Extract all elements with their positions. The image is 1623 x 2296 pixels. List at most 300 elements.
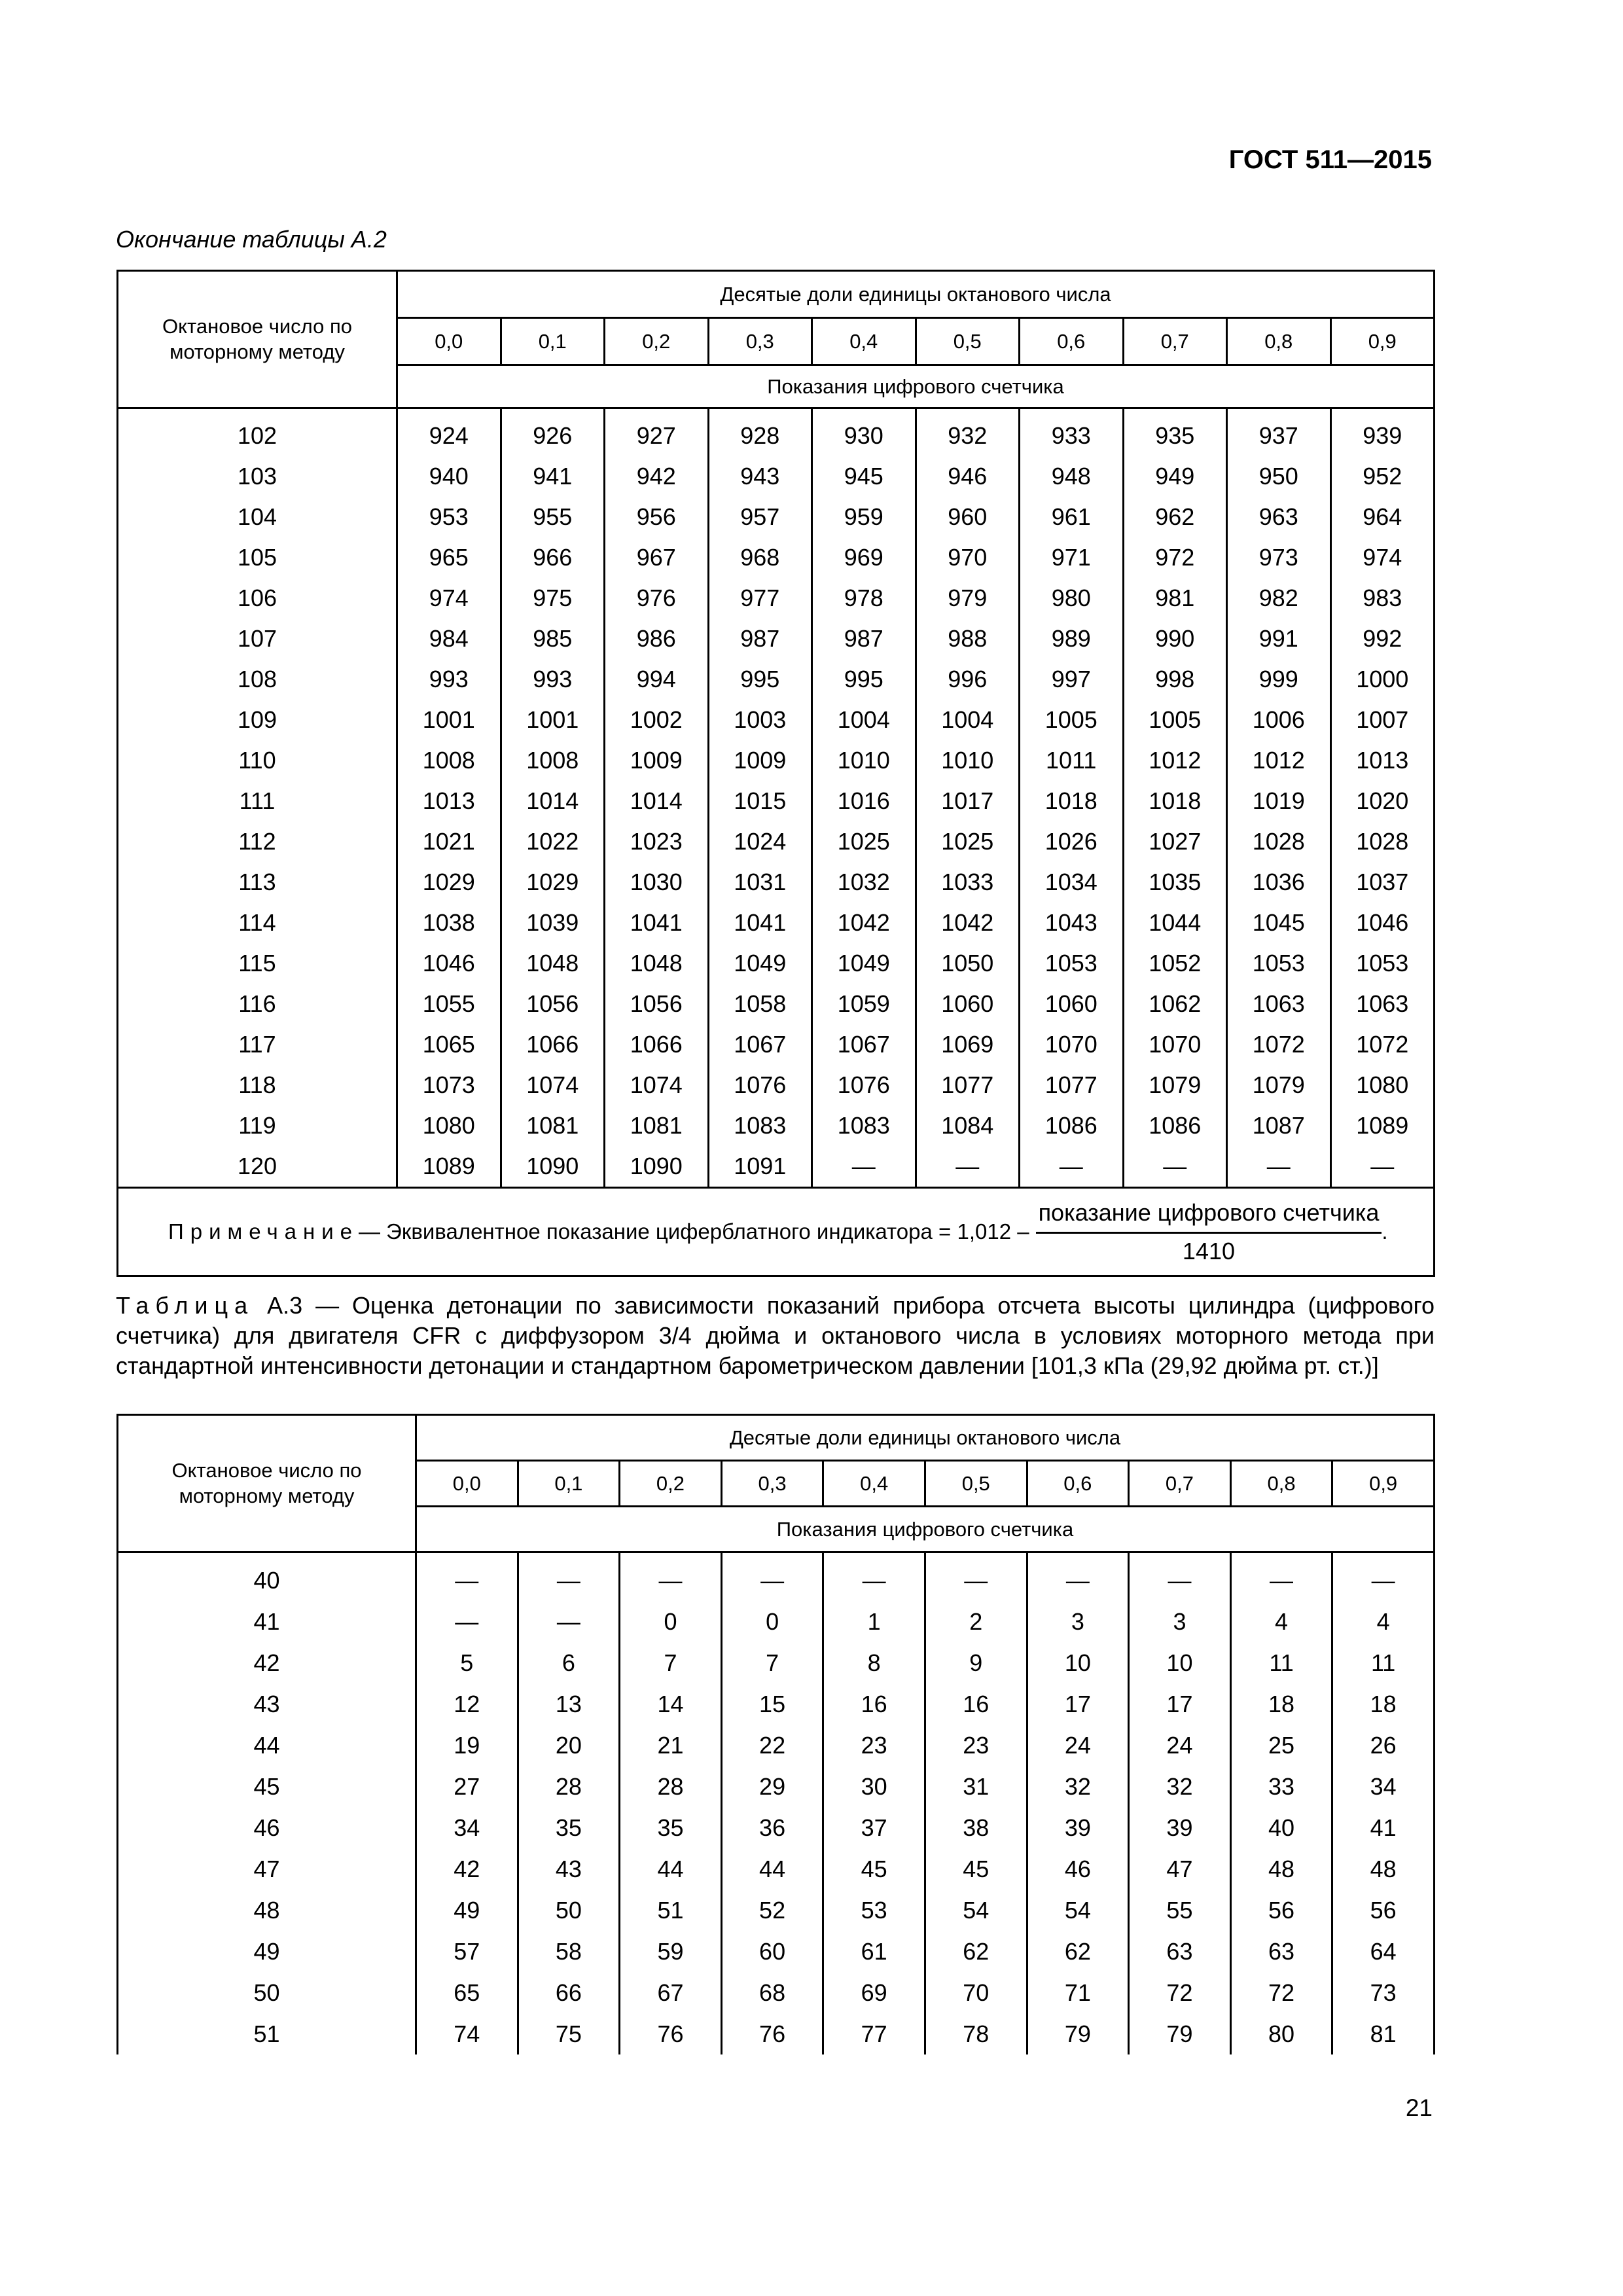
counter-reading-cell: 989 xyxy=(1020,619,1124,659)
counter-reading-cell: 3 xyxy=(1129,1601,1231,1642)
counter-reading-cell: 34 xyxy=(1332,1766,1435,1807)
counter-reading-cell: 55 xyxy=(1129,1890,1231,1931)
counter-reading-cell: 66 xyxy=(518,1972,620,2013)
octane-number-cell: 41 xyxy=(118,1601,416,1642)
counter-reading-cell: 1052 xyxy=(1123,943,1227,984)
counter-reading-cell: — xyxy=(1123,1146,1227,1188)
counter-reading-cell: 1066 xyxy=(501,1024,605,1065)
counter-reading-cell: 41 xyxy=(1332,1807,1435,1848)
counter-reading-cell: 959 xyxy=(812,497,916,537)
counter-reading-cell: 1015 xyxy=(708,781,812,821)
counter-reading-cell: 54 xyxy=(1027,1890,1129,1931)
counter-reading-cell: — xyxy=(916,1146,1020,1188)
counter-reading-cell: 56 xyxy=(1332,1890,1435,1931)
table-row xyxy=(118,1146,1435,1188)
octane-number-cell: 107 xyxy=(118,619,397,659)
counter-reading-cell: 14 xyxy=(620,1683,722,1725)
table-row xyxy=(118,1766,1435,1807)
table-note xyxy=(118,1188,1435,1276)
counter-reading-cell: 994 xyxy=(605,659,709,700)
table-row xyxy=(118,821,1435,862)
counter-reading-cell: 43 xyxy=(518,1848,620,1890)
octane-number-cell: 50 xyxy=(118,1972,416,2013)
counter-reading-cell: 1070 xyxy=(1020,1024,1124,1065)
column-header: 0,5 xyxy=(916,318,1020,365)
counter-reading-cell: 67 xyxy=(620,1972,722,2013)
counter-reading-cell: 1053 xyxy=(1227,943,1331,984)
counter-reading-cell: 1030 xyxy=(605,862,709,903)
counter-reading-cell: 1011 xyxy=(1020,740,1124,781)
counter-reading-cell: 1046 xyxy=(1330,903,1435,943)
counter-reading-cell: 39 xyxy=(1027,1807,1129,1848)
counter-reading-cell: 1056 xyxy=(501,984,605,1024)
counter-reading-cell: 1044 xyxy=(1123,903,1227,943)
counter-reading-cell: 33 xyxy=(1230,1766,1332,1807)
counter-reading-cell: 28 xyxy=(518,1766,620,1807)
counter-reading-cell: 23 xyxy=(925,1725,1027,1766)
counter-reading-cell: 6 xyxy=(518,1642,620,1683)
counter-reading-cell: 943 xyxy=(708,456,812,497)
counter-reading-cell: 1019 xyxy=(1227,781,1331,821)
counter-reading-cell: 992 xyxy=(1330,619,1435,659)
counter-reading-cell: 932 xyxy=(916,416,1020,456)
counter-reading-cell: 72 xyxy=(1129,1972,1231,2013)
counter-reading-cell: 1083 xyxy=(708,1105,812,1146)
counter-reading-cell: 974 xyxy=(1330,537,1435,578)
counter-reading-cell: 1046 xyxy=(397,943,501,984)
counter-reading-cell: 1048 xyxy=(605,943,709,984)
table-row xyxy=(118,1848,1435,1890)
counter-reading-cell: 979 xyxy=(916,578,1020,619)
counter-reading-cell: 1042 xyxy=(916,903,1020,943)
counter-reading-cell: — xyxy=(620,1560,722,1601)
counter-reading-cell: 30 xyxy=(823,1766,925,1807)
counter-reading-cell: 937 xyxy=(1227,416,1331,456)
counter-reading-cell: 1059 xyxy=(812,984,916,1024)
counter-reading-cell: 29 xyxy=(721,1766,823,1807)
column-header: 0,7 xyxy=(1123,318,1227,365)
counter-reading-cell: 971 xyxy=(1020,537,1124,578)
table-row xyxy=(118,984,1435,1024)
counter-reading-cell: 999 xyxy=(1227,659,1331,700)
counter-reading-cell: 1028 xyxy=(1330,821,1435,862)
counter-reading-cell: 952 xyxy=(1330,456,1435,497)
counter-reading-cell: 9 xyxy=(925,1642,1027,1683)
table-a3 xyxy=(116,1414,1435,2054)
counter-reading-cell: 1026 xyxy=(1020,821,1124,862)
table-row xyxy=(118,619,1435,659)
counter-reading-cell: 1073 xyxy=(397,1065,501,1105)
counter-reading-cell: 13 xyxy=(518,1683,620,1725)
octane-number-cell: 111 xyxy=(118,781,397,821)
table-row xyxy=(118,1931,1435,1972)
counter-reading-cell: 7 xyxy=(721,1642,823,1683)
counter-reading-cell: 961 xyxy=(1020,497,1124,537)
counter-reading-cell: 1007 xyxy=(1330,700,1435,740)
counter-reading-cell: 37 xyxy=(823,1807,925,1848)
counter-reading-cell: — xyxy=(518,1601,620,1642)
counter-reading-cell: 32 xyxy=(1129,1766,1231,1807)
counter-reading-cell: 1000 xyxy=(1330,659,1435,700)
counter-reading-cell: 1042 xyxy=(812,903,916,943)
counter-reading-cell: 73 xyxy=(1332,1972,1435,2013)
counter-reading-cell: 1076 xyxy=(708,1065,812,1105)
counter-reading-cell: 23 xyxy=(823,1725,925,1766)
octane-number-cell: 40 xyxy=(118,1560,416,1601)
counter-reading-cell: 1056 xyxy=(605,984,709,1024)
counter-reading-cell: 58 xyxy=(518,1931,620,1972)
counter-reading-cell: 68 xyxy=(721,1972,823,2013)
table-row xyxy=(118,578,1435,619)
counter-reading-cell: 973 xyxy=(1227,537,1331,578)
counter-reading-cell: 1072 xyxy=(1330,1024,1435,1065)
counter-reading-cell: — xyxy=(925,1560,1027,1601)
counter-reading-cell: 1014 xyxy=(501,781,605,821)
counter-reading-cell: 17 xyxy=(1027,1683,1129,1725)
counter-reading-cell: 1036 xyxy=(1227,862,1331,903)
counter-reading-cell: 47 xyxy=(1129,1848,1231,1890)
octane-number-cell: 113 xyxy=(118,862,397,903)
counter-reading-cell: 24 xyxy=(1129,1725,1231,1766)
counter-reading-cell: 46 xyxy=(1027,1848,1129,1890)
counter-reading-cell: 1086 xyxy=(1020,1105,1124,1146)
table-row xyxy=(118,1642,1435,1683)
octane-number-cell: 51 xyxy=(118,2013,416,2054)
counter-reading-cell: 1070 xyxy=(1123,1024,1227,1065)
counter-reading-cell: 955 xyxy=(501,497,605,537)
counter-reading-cell: 1013 xyxy=(397,781,501,821)
counter-reading-cell: 1008 xyxy=(397,740,501,781)
octane-number-cell: 46 xyxy=(118,1807,416,1848)
octane-number-cell: 48 xyxy=(118,1890,416,1931)
counter-reading-cell: 57 xyxy=(416,1931,518,1972)
counter-reading-cell: 76 xyxy=(721,2013,823,2054)
counter-reading-cell: 963 xyxy=(1227,497,1331,537)
counter-reading-cell: 1020 xyxy=(1330,781,1435,821)
counter-reading-cell: 993 xyxy=(397,659,501,700)
counter-reading-cell: 1076 xyxy=(812,1065,916,1105)
counter-reading-cell: — xyxy=(1332,1560,1435,1601)
counter-reading-cell: 985 xyxy=(501,619,605,659)
value-header: Показания цифрового счетчика xyxy=(397,365,1435,408)
counter-reading-cell: 1087 xyxy=(1227,1105,1331,1146)
counter-reading-cell: 926 xyxy=(501,416,605,456)
counter-reading-cell: 11 xyxy=(1332,1642,1435,1683)
column-header: 0,1 xyxy=(518,1461,620,1507)
counter-reading-cell: 1065 xyxy=(397,1024,501,1065)
counter-reading-cell: 3 xyxy=(1027,1601,1129,1642)
octane-number-cell: 103 xyxy=(118,456,397,497)
counter-reading-cell: 995 xyxy=(708,659,812,700)
table-row xyxy=(118,700,1435,740)
octane-number-cell: 47 xyxy=(118,1848,416,1890)
counter-reading-cell: 1022 xyxy=(501,821,605,862)
counter-reading-cell: 77 xyxy=(823,2013,925,2054)
counter-reading-cell: 1083 xyxy=(812,1105,916,1146)
counter-reading-cell: 1006 xyxy=(1227,700,1331,740)
counter-reading-cell: 935 xyxy=(1123,416,1227,456)
column-header: 0,2 xyxy=(620,1461,722,1507)
table-row xyxy=(118,1890,1435,1931)
counter-reading-cell: 1081 xyxy=(605,1105,709,1146)
octane-number-cell: 43 xyxy=(118,1683,416,1725)
row-header: Октановое число по моторному методу xyxy=(118,1415,416,1552)
column-header: 0,0 xyxy=(397,318,501,365)
table-row xyxy=(118,781,1435,821)
counter-reading-cell: 25 xyxy=(1230,1725,1332,1766)
octane-number-cell: 44 xyxy=(118,1725,416,1766)
counter-reading-cell: 80 xyxy=(1230,2013,1332,2054)
counter-reading-cell: 1001 xyxy=(397,700,501,740)
table-a2 xyxy=(116,270,1435,1277)
counter-reading-cell: 4 xyxy=(1332,1601,1435,1642)
table-row xyxy=(118,1601,1435,1642)
counter-reading-cell: 1014 xyxy=(605,781,709,821)
counter-reading-cell: 1091 xyxy=(708,1146,812,1188)
counter-reading-cell: 1060 xyxy=(916,984,1020,1024)
counter-reading-cell: 1089 xyxy=(1330,1105,1435,1146)
col-group-header: Десятые доли единицы октанового числа xyxy=(416,1415,1435,1461)
counter-reading-cell: 1032 xyxy=(812,862,916,903)
counter-reading-cell: 997 xyxy=(1020,659,1124,700)
counter-reading-cell: 978 xyxy=(812,578,916,619)
table-row xyxy=(118,1725,1435,1766)
counter-reading-cell: 32 xyxy=(1027,1766,1129,1807)
table-row xyxy=(118,903,1435,943)
counter-reading-cell: 35 xyxy=(620,1807,722,1848)
counter-reading-cell: 1012 xyxy=(1227,740,1331,781)
note-period: . xyxy=(1382,1219,1388,1244)
counter-reading-cell: — xyxy=(721,1560,823,1601)
counter-reading-cell: 1072 xyxy=(1227,1024,1331,1065)
octane-number-cell: 106 xyxy=(118,578,397,619)
counter-reading-cell: 1012 xyxy=(1123,740,1227,781)
counter-reading-cell: 51 xyxy=(620,1890,722,1931)
counter-reading-cell: 20 xyxy=(518,1725,620,1766)
octane-number-cell: 108 xyxy=(118,659,397,700)
table-a3-body xyxy=(118,1552,1435,2055)
counter-reading-cell: 1074 xyxy=(605,1065,709,1105)
counter-reading-cell: 1035 xyxy=(1123,862,1227,903)
octane-number-cell: 112 xyxy=(118,821,397,862)
counter-reading-cell: 1005 xyxy=(1020,700,1124,740)
counter-reading-cell: 45 xyxy=(925,1848,1027,1890)
counter-reading-cell: 1033 xyxy=(916,862,1020,903)
table-row xyxy=(118,416,1435,456)
counter-reading-cell: 78 xyxy=(925,2013,1027,2054)
counter-reading-cell: 967 xyxy=(605,537,709,578)
counter-reading-cell: 74 xyxy=(416,2013,518,2054)
counter-reading-cell: 1062 xyxy=(1123,984,1227,1024)
octane-number-cell: 114 xyxy=(118,903,397,943)
octane-number-cell: 119 xyxy=(118,1105,397,1146)
counter-reading-cell: 983 xyxy=(1330,578,1435,619)
counter-reading-cell: 1089 xyxy=(397,1146,501,1188)
counter-reading-cell: 1079 xyxy=(1227,1065,1331,1105)
counter-reading-cell: 64 xyxy=(1332,1931,1435,1972)
counter-reading-cell: 991 xyxy=(1227,619,1331,659)
counter-reading-cell: 974 xyxy=(397,578,501,619)
counter-reading-cell: 1029 xyxy=(397,862,501,903)
counter-reading-cell: 12 xyxy=(416,1683,518,1725)
counter-reading-cell: 1080 xyxy=(397,1105,501,1146)
counter-reading-cell: 59 xyxy=(620,1931,722,1972)
counter-reading-cell: 942 xyxy=(605,456,709,497)
counter-reading-cell: 26 xyxy=(1332,1725,1435,1766)
counter-reading-cell: 1053 xyxy=(1330,943,1435,984)
counter-reading-cell: 62 xyxy=(1027,1931,1129,1972)
counter-reading-cell: 993 xyxy=(501,659,605,700)
counter-reading-cell: 1090 xyxy=(501,1146,605,1188)
counter-reading-cell: — xyxy=(823,1560,925,1601)
counter-reading-cell: 1025 xyxy=(812,821,916,862)
counter-reading-cell: 1060 xyxy=(1020,984,1124,1024)
counter-reading-cell: — xyxy=(1227,1146,1331,1188)
counter-reading-cell: 1077 xyxy=(1020,1065,1124,1105)
counter-reading-cell: 965 xyxy=(397,537,501,578)
counter-reading-cell: — xyxy=(416,1560,518,1601)
counter-reading-cell: 52 xyxy=(721,1890,823,1931)
counter-reading-cell: 953 xyxy=(397,497,501,537)
table-row xyxy=(118,1972,1435,2013)
octane-number-cell: 117 xyxy=(118,1024,397,1065)
table-row xyxy=(118,862,1435,903)
counter-reading-cell: 1028 xyxy=(1227,821,1331,862)
table-row xyxy=(118,1807,1435,1848)
counter-reading-cell: 995 xyxy=(812,659,916,700)
counter-reading-cell: 50 xyxy=(518,1890,620,1931)
value-header: Показания цифрового счетчика xyxy=(416,1507,1435,1552)
counter-reading-cell: — xyxy=(1330,1146,1435,1188)
counter-reading-cell: 1041 xyxy=(708,903,812,943)
column-header: 0,7 xyxy=(1129,1461,1231,1507)
octane-number-cell: 102 xyxy=(118,416,397,456)
counter-reading-cell: 1010 xyxy=(812,740,916,781)
counter-reading-cell: 1001 xyxy=(501,700,605,740)
counter-reading-cell: 976 xyxy=(605,578,709,619)
table-row xyxy=(118,1105,1435,1146)
counter-reading-cell: 1049 xyxy=(708,943,812,984)
counter-reading-cell: 1067 xyxy=(812,1024,916,1065)
counter-reading-cell: 79 xyxy=(1027,2013,1129,2054)
counter-reading-cell: 69 xyxy=(823,1972,925,2013)
counter-reading-cell: 35 xyxy=(518,1807,620,1848)
note-text: — Эквивалентное показание циферблатного индикатора = 1,012 – xyxy=(359,1219,1029,1244)
counter-reading-cell: — xyxy=(1020,1146,1124,1188)
counter-reading-cell: 988 xyxy=(916,619,1020,659)
counter-reading-cell: 1055 xyxy=(397,984,501,1024)
counter-reading-cell: 1048 xyxy=(501,943,605,984)
counter-reading-cell: 1050 xyxy=(916,943,1020,984)
column-header: 0,8 xyxy=(1230,1461,1332,1507)
counter-reading-cell: 924 xyxy=(397,416,501,456)
counter-reading-cell: 79 xyxy=(1129,2013,1231,2054)
counter-reading-cell: 1021 xyxy=(397,821,501,862)
counter-reading-cell: 7 xyxy=(620,1642,722,1683)
counter-reading-cell: 1066 xyxy=(605,1024,709,1065)
counter-reading-cell: 53 xyxy=(823,1890,925,1931)
counter-reading-cell: 65 xyxy=(416,1972,518,2013)
counter-reading-cell: 949 xyxy=(1123,456,1227,497)
counter-reading-cell: 27 xyxy=(416,1766,518,1807)
counter-reading-cell: 22 xyxy=(721,1725,823,1766)
note-label: Примечание xyxy=(168,1219,359,1244)
octane-number-cell: 118 xyxy=(118,1065,397,1105)
counter-reading-cell: 39 xyxy=(1129,1807,1231,1848)
counter-reading-cell: 1063 xyxy=(1330,984,1435,1024)
counter-reading-cell: 960 xyxy=(916,497,1020,537)
counter-reading-cell: 1058 xyxy=(708,984,812,1024)
counter-reading-cell: 70 xyxy=(925,1972,1027,2013)
octane-number-cell: 116 xyxy=(118,984,397,1024)
counter-reading-cell: 1063 xyxy=(1227,984,1331,1024)
counter-reading-cell: 998 xyxy=(1123,659,1227,700)
octane-number-cell: 104 xyxy=(118,497,397,537)
counter-reading-cell: 48 xyxy=(1230,1848,1332,1890)
row-header: Октановое число по моторному методу xyxy=(118,271,397,408)
octane-number-cell: 110 xyxy=(118,740,397,781)
column-header: 0,1 xyxy=(501,318,605,365)
counter-reading-cell: 17 xyxy=(1129,1683,1231,1725)
counter-reading-cell: 1002 xyxy=(605,700,709,740)
octane-number-cell: 45 xyxy=(118,1766,416,1807)
table-row xyxy=(118,1024,1435,1065)
column-header: 0,4 xyxy=(823,1461,925,1507)
octane-number-cell: 109 xyxy=(118,700,397,740)
col-group-header: Десятые доли единицы октанового числа xyxy=(397,271,1435,318)
counter-reading-cell: 18 xyxy=(1230,1683,1332,1725)
counter-reading-cell: 28 xyxy=(620,1766,722,1807)
counter-reading-cell: 984 xyxy=(397,619,501,659)
column-header: 0,8 xyxy=(1227,318,1331,365)
table-a2-body xyxy=(118,408,1435,1188)
counter-reading-cell: 81 xyxy=(1332,2013,1435,2054)
counter-reading-cell: 939 xyxy=(1330,416,1435,456)
counter-reading-cell: 930 xyxy=(812,416,916,456)
counter-reading-cell: 40 xyxy=(1230,1807,1332,1848)
counter-reading-cell: 990 xyxy=(1123,619,1227,659)
column-header: 0,6 xyxy=(1027,1461,1129,1507)
counter-reading-cell: 1041 xyxy=(605,903,709,943)
counter-reading-cell: 10 xyxy=(1129,1642,1231,1683)
counter-reading-cell: 18 xyxy=(1332,1683,1435,1725)
table-row xyxy=(118,943,1435,984)
counter-reading-cell: 969 xyxy=(812,537,916,578)
counter-reading-cell: 34 xyxy=(416,1807,518,1848)
column-header: 0,2 xyxy=(605,318,709,365)
counter-reading-cell: 75 xyxy=(518,2013,620,2054)
counter-reading-cell: 928 xyxy=(708,416,812,456)
note-numerator: показание цифрового счетчика xyxy=(1036,1199,1382,1234)
table-row xyxy=(118,456,1435,497)
counter-reading-cell: 19 xyxy=(416,1725,518,1766)
counter-reading-cell: 1069 xyxy=(916,1024,1020,1065)
column-header: 0,5 xyxy=(925,1461,1027,1507)
octane-number-cell: 120 xyxy=(118,1146,397,1188)
counter-reading-cell: 61 xyxy=(823,1931,925,1972)
counter-reading-cell: 966 xyxy=(501,537,605,578)
counter-reading-cell: 1031 xyxy=(708,862,812,903)
counter-reading-cell: 987 xyxy=(812,619,916,659)
counter-reading-cell: 950 xyxy=(1227,456,1331,497)
counter-reading-cell: 1017 xyxy=(916,781,1020,821)
counter-reading-cell: 1090 xyxy=(605,1146,709,1188)
caption-label: Таблица xyxy=(116,1292,255,1319)
counter-reading-cell: 11 xyxy=(1230,1642,1332,1683)
counter-reading-cell: 1003 xyxy=(708,700,812,740)
counter-reading-cell: 1043 xyxy=(1020,903,1124,943)
counter-reading-cell: 940 xyxy=(397,456,501,497)
